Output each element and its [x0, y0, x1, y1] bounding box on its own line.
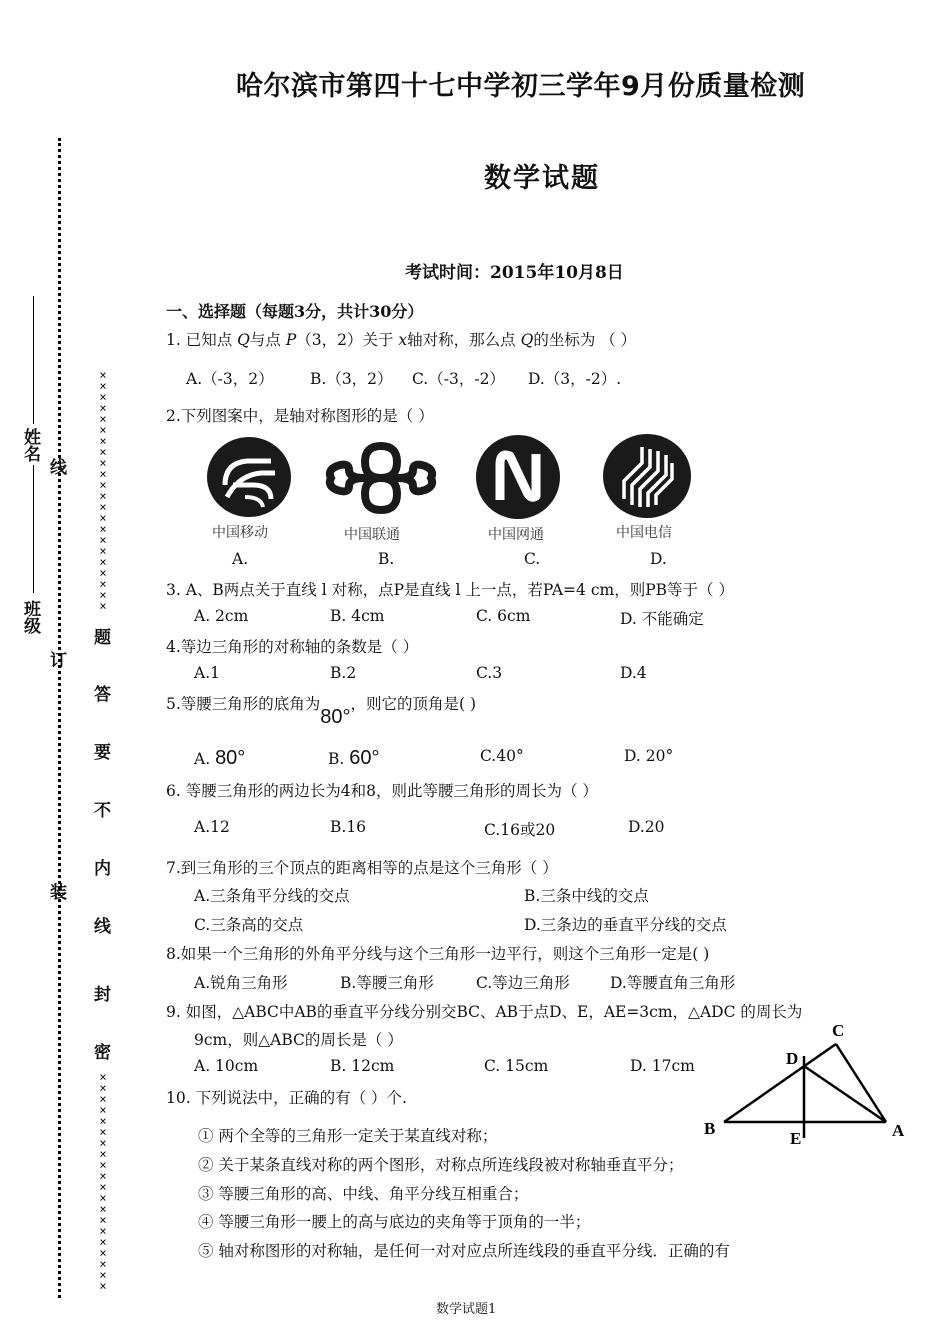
margin-char-ding: 订 [50, 651, 67, 671]
q3-option-d: D. 不能确定 [620, 610, 704, 628]
q1-option-a: A.（-3，2） [186, 370, 274, 388]
q8-option-b: B.等腰三角形 [340, 974, 434, 992]
label-d: D [786, 1049, 799, 1068]
logo-caption-d: 中国电信 [616, 525, 672, 541]
q3-option-b: B. 4cm [330, 607, 385, 625]
class-underline [33, 465, 34, 593]
name-underline [33, 296, 34, 424]
question-5: 5.等腰三角形的底角为80°，则它的顶角是( ) [166, 695, 477, 728]
question-3: 3. A、B两点关于直线 l 对称，点P是直线 l 上一点，若PA=4 cm，则PB等于（ ） [166, 581, 734, 599]
margin-char-feng: 封 [94, 985, 111, 1005]
segment-bc [724, 1044, 836, 1122]
segment-da [804, 1066, 886, 1122]
q5-option-a: A. 80° [194, 747, 246, 769]
q6-option-d: D.20 [628, 818, 665, 836]
margin-char-ti: 题 [94, 628, 111, 648]
q9-option-b: B. 12cm [330, 1057, 395, 1075]
question-9-line-1: 9. 如图，△ABC中AB的垂直平分线分别交BC、AB于点D、E，AE=3cm，△ADC 的周长为 [166, 1003, 803, 1021]
q2-option-a: A. [232, 550, 249, 568]
question-4: 4.等边三角形的对称轴的条数是（ ） [166, 638, 419, 656]
logo-caption-a: 中国移动 [212, 525, 268, 541]
label-a: A [892, 1121, 905, 1140]
logo-caption-c: 中国网通 [488, 527, 544, 543]
cross-marks-bottom: ×××××××××××××××××××× [99, 1070, 107, 1293]
exam-title: 哈尔滨市第四十七中学初三学年9月份质量检测 [236, 71, 806, 102]
margin-char-bu: 不 [94, 801, 111, 821]
q5-option-b: B. 60° [328, 747, 380, 769]
q8-option-a: A.锐角三角形 [194, 974, 288, 992]
q7-option-a: A.三条角平分线的交点 [194, 887, 350, 905]
q8-option-c: C.等边三角形 [476, 974, 570, 992]
q2-option-c: C. [524, 550, 541, 568]
margin-char-yao: 要 [94, 743, 111, 763]
question-2: 2.下列图案中，是轴对称图形的是（ ） [166, 407, 434, 425]
q1-option-c: C.（-3，-2） [412, 370, 505, 388]
q6-option-b: B.16 [330, 818, 367, 836]
q3-option-a: A. 2cm [194, 607, 249, 625]
q9-option-d: D. 17cm [630, 1057, 695, 1075]
q9-option-a: A. 10cm [194, 1057, 259, 1075]
logo-caption-b: 中国联通 [344, 527, 400, 543]
q7-option-c: C.三条高的交点 [194, 916, 304, 934]
q1-option-d: D.（3，-2）. [528, 370, 622, 388]
q6-option-a: A.12 [194, 818, 230, 836]
question-1: 1. 已知点 Q与点 P（3，2）关于 x轴对称，那么点 Q的坐标为 （ ） [166, 331, 637, 349]
q8-option-d: D.等腰直角三角形 [610, 974, 736, 992]
subject-title: 数学试题 [484, 163, 600, 194]
q9-option-c: C. 15cm [484, 1057, 549, 1075]
triangle-figure [698, 1018, 918, 1148]
segment-ca [836, 1044, 886, 1122]
china-unicom-logo [322, 436, 440, 520]
q5-option-d: D. 20° [624, 747, 674, 765]
margin-char-zhuang: 装 [50, 883, 67, 903]
q10-statement-3: ③ 等腰三角形的高、中线、角平分线互相重合； [198, 1185, 529, 1203]
q10-statement-1: ① 两个全等的三角形一定关于某直线对称； [198, 1127, 498, 1145]
q4-option-c: C.3 [476, 664, 503, 682]
q7-option-d: D.三条边的垂直平分线的交点 [524, 916, 727, 934]
question-6: 6. 等腰三角形的两边长为4和8，则此等腰三角形的周长为（ ） [166, 782, 598, 800]
question-10: 10. 下列说法中，正确的有（ ）个. [166, 1089, 407, 1107]
q2-option-d: D. [650, 550, 667, 568]
question-8: 8.如果一个三角形的外角平分线与这个三角形一边平行，则这个三角形一定是( ) [166, 945, 710, 963]
q3-option-c: C. 6cm [476, 607, 531, 625]
china-telecom-logo [602, 433, 692, 519]
china-netcom-logo [474, 434, 562, 520]
class-label: 班级 [20, 600, 40, 634]
margin-dotted-line-outer [58, 138, 61, 1298]
exam-time: 考试时间：2015年10月8日 [405, 263, 624, 283]
china-mobile-logo [205, 435, 293, 519]
page-footer: 数学试题1 [436, 1302, 497, 1317]
q5-option-c: C.40° [480, 747, 524, 765]
label-c: C [832, 1021, 845, 1040]
q4-option-b: B.2 [330, 664, 357, 682]
q4-option-a: A.1 [194, 664, 220, 682]
margin-char-xian-top: 线 [50, 458, 67, 478]
margin-char-mi: 密 [94, 1043, 111, 1063]
margin-char-xian: 线 [94, 917, 111, 937]
q10-statement-2: ② 关于某条直线对称的两个图形，对称点所连线段被对称轴垂直平分； [198, 1156, 684, 1174]
label-e: E [790, 1129, 802, 1148]
question-9-line-2: 9cm，则△ABC的周长是（ ） [194, 1031, 403, 1049]
section-heading: 一、选择题（每题3分，共计30分） [166, 302, 424, 321]
cross-marks-top: ×××××××××××××××××××××× [99, 368, 107, 613]
q4-option-d: D.4 [620, 664, 647, 682]
q6-option-c: C.16或20 [484, 821, 556, 839]
q2-option-b: B. [378, 550, 395, 568]
q10-statement-5: ⑤ 轴对称图形的对称轴，是任何一对对应点所连线段的垂直平分线．正确的有 [198, 1242, 730, 1260]
q1-option-b: B.（3，2） [310, 370, 393, 388]
margin-char-da: 答 [94, 685, 111, 705]
name-label: 姓名 [20, 428, 40, 462]
q7-option-b: B.三条中线的交点 [524, 887, 649, 905]
question-7: 7.到三角形的三个顶点的距离相等的点是这个三角形（ ） [166, 859, 558, 877]
label-b: B [704, 1119, 716, 1138]
q10-statement-4: ④ 等腰三角形一腰上的高与底边的夹角等于顶角的一半； [198, 1213, 591, 1231]
margin-char-nei: 内 [94, 859, 111, 879]
